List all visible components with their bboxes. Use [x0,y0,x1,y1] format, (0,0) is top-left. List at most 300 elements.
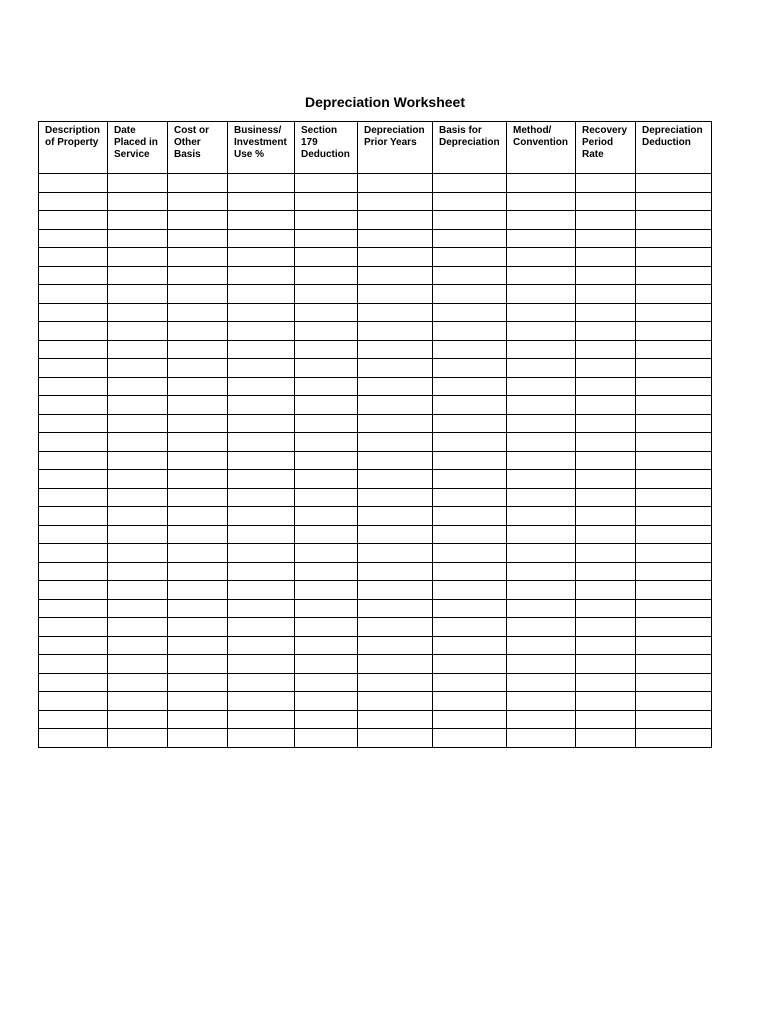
table-cell-business-investment-use[interactable] [228,174,295,193]
table-cell-recovery-period-rate[interactable] [576,303,636,322]
table-cell-method-convention[interactable] [507,340,576,359]
table-cell-recovery-period-rate[interactable] [576,266,636,285]
table-cell-depreciation-deduction[interactable] [636,359,712,378]
table-cell-section-179-deduction[interactable] [295,673,358,692]
table-cell-method-convention[interactable] [507,414,576,433]
table-cell-business-investment-use[interactable] [228,544,295,563]
table-cell-depreciation-prior-years[interactable] [358,266,433,285]
table-cell-date-placed-in-service[interactable] [108,525,168,544]
table-cell-section-179-deduction[interactable] [295,710,358,729]
table-cell-description-of-property[interactable] [39,211,108,230]
table-cell-description-of-property[interactable] [39,507,108,526]
table-cell-depreciation-prior-years[interactable] [358,710,433,729]
table-cell-business-investment-use[interactable] [228,377,295,396]
table-cell-section-179-deduction[interactable] [295,211,358,230]
table-cell-description-of-property[interactable] [39,544,108,563]
table-cell-depreciation-prior-years[interactable] [358,396,433,415]
table-cell-business-investment-use[interactable] [228,507,295,526]
table-cell-business-investment-use[interactable] [228,470,295,489]
table-cell-recovery-period-rate[interactable] [576,433,636,452]
table-cell-business-investment-use[interactable] [228,211,295,230]
table-cell-business-investment-use[interactable] [228,599,295,618]
table-cell-date-placed-in-service[interactable] [108,451,168,470]
table-cell-depreciation-deduction[interactable] [636,229,712,248]
table-cell-basis-for-depreciation[interactable] [433,470,507,489]
table-cell-recovery-period-rate[interactable] [576,359,636,378]
table-cell-date-placed-in-service[interactable] [108,303,168,322]
table-cell-method-convention[interactable] [507,266,576,285]
table-cell-date-placed-in-service[interactable] [108,710,168,729]
table-cell-depreciation-prior-years[interactable] [358,488,433,507]
table-cell-section-179-deduction[interactable] [295,192,358,211]
table-cell-basis-for-depreciation[interactable] [433,192,507,211]
table-cell-section-179-deduction[interactable] [295,525,358,544]
table-cell-cost-or-other-basis[interactable] [168,655,228,674]
table-cell-depreciation-prior-years[interactable] [358,525,433,544]
table-cell-description-of-property[interactable] [39,618,108,637]
table-cell-section-179-deduction[interactable] [295,396,358,415]
table-cell-basis-for-depreciation[interactable] [433,414,507,433]
table-cell-cost-or-other-basis[interactable] [168,451,228,470]
table-cell-method-convention[interactable] [507,525,576,544]
table-cell-method-convention[interactable] [507,581,576,600]
table-cell-basis-for-depreciation[interactable] [433,248,507,267]
table-cell-date-placed-in-service[interactable] [108,581,168,600]
table-cell-depreciation-prior-years[interactable] [358,692,433,711]
table-cell-description-of-property[interactable] [39,692,108,711]
table-cell-basis-for-depreciation[interactable] [433,174,507,193]
table-cell-section-179-deduction[interactable] [295,618,358,637]
table-cell-recovery-period-rate[interactable] [576,525,636,544]
table-cell-basis-for-depreciation[interactable] [433,673,507,692]
table-cell-date-placed-in-service[interactable] [108,655,168,674]
table-cell-description-of-property[interactable] [39,396,108,415]
table-cell-date-placed-in-service[interactable] [108,396,168,415]
table-cell-description-of-property[interactable] [39,285,108,304]
table-cell-recovery-period-rate[interactable] [576,229,636,248]
table-cell-section-179-deduction[interactable] [295,285,358,304]
table-cell-section-179-deduction[interactable] [295,655,358,674]
table-cell-method-convention[interactable] [507,451,576,470]
table-cell-date-placed-in-service[interactable] [108,285,168,304]
table-cell-recovery-period-rate[interactable] [576,248,636,267]
table-cell-basis-for-depreciation[interactable] [433,488,507,507]
table-cell-depreciation-prior-years[interactable] [358,211,433,230]
table-cell-method-convention[interactable] [507,192,576,211]
table-cell-cost-or-other-basis[interactable] [168,174,228,193]
table-cell-basis-for-depreciation[interactable] [433,396,507,415]
table-cell-section-179-deduction[interactable] [295,433,358,452]
table-cell-method-convention[interactable] [507,507,576,526]
table-cell-business-investment-use[interactable] [228,655,295,674]
table-cell-description-of-property[interactable] [39,451,108,470]
table-cell-description-of-property[interactable] [39,414,108,433]
table-cell-depreciation-prior-years[interactable] [358,174,433,193]
table-cell-recovery-period-rate[interactable] [576,211,636,230]
table-cell-recovery-period-rate[interactable] [576,414,636,433]
table-cell-date-placed-in-service[interactable] [108,322,168,341]
table-cell-date-placed-in-service[interactable] [108,729,168,748]
table-cell-date-placed-in-service[interactable] [108,673,168,692]
table-cell-depreciation-prior-years[interactable] [358,673,433,692]
table-cell-method-convention[interactable] [507,211,576,230]
table-cell-description-of-property[interactable] [39,322,108,341]
table-cell-business-investment-use[interactable] [228,618,295,637]
table-cell-depreciation-prior-years[interactable] [358,636,433,655]
table-cell-depreciation-prior-years[interactable] [358,729,433,748]
table-cell-method-convention[interactable] [507,599,576,618]
table-cell-depreciation-deduction[interactable] [636,451,712,470]
table-cell-depreciation-prior-years[interactable] [358,470,433,489]
table-cell-description-of-property[interactable] [39,229,108,248]
table-cell-description-of-property[interactable] [39,192,108,211]
table-cell-section-179-deduction[interactable] [295,729,358,748]
table-cell-description-of-property[interactable] [39,599,108,618]
table-cell-business-investment-use[interactable] [228,322,295,341]
table-cell-basis-for-depreciation[interactable] [433,544,507,563]
table-cell-cost-or-other-basis[interactable] [168,488,228,507]
table-cell-business-investment-use[interactable] [228,488,295,507]
table-cell-description-of-property[interactable] [39,433,108,452]
table-cell-cost-or-other-basis[interactable] [168,618,228,637]
table-cell-cost-or-other-basis[interactable] [168,377,228,396]
table-cell-date-placed-in-service[interactable] [108,599,168,618]
table-cell-description-of-property[interactable] [39,581,108,600]
table-cell-recovery-period-rate[interactable] [576,710,636,729]
table-cell-recovery-period-rate[interactable] [576,729,636,748]
table-cell-method-convention[interactable] [507,636,576,655]
table-cell-depreciation-deduction[interactable] [636,636,712,655]
table-cell-business-investment-use[interactable] [228,266,295,285]
table-cell-recovery-period-rate[interactable] [576,377,636,396]
table-cell-method-convention[interactable] [507,303,576,322]
table-cell-basis-for-depreciation[interactable] [433,655,507,674]
table-cell-business-investment-use[interactable] [228,340,295,359]
table-cell-description-of-property[interactable] [39,340,108,359]
table-cell-section-179-deduction[interactable] [295,451,358,470]
table-cell-section-179-deduction[interactable] [295,599,358,618]
table-cell-depreciation-deduction[interactable] [636,544,712,563]
table-cell-recovery-period-rate[interactable] [576,618,636,637]
table-cell-description-of-property[interactable] [39,525,108,544]
table-cell-recovery-period-rate[interactable] [576,192,636,211]
table-cell-section-179-deduction[interactable] [295,359,358,378]
table-cell-depreciation-deduction[interactable] [636,322,712,341]
table-cell-depreciation-prior-years[interactable] [358,359,433,378]
table-cell-depreciation-deduction[interactable] [636,729,712,748]
table-cell-date-placed-in-service[interactable] [108,618,168,637]
table-cell-description-of-property[interactable] [39,729,108,748]
table-cell-description-of-property[interactable] [39,248,108,267]
table-cell-description-of-property[interactable] [39,359,108,378]
table-cell-depreciation-deduction[interactable] [636,303,712,322]
table-cell-depreciation-prior-years[interactable] [358,248,433,267]
table-cell-method-convention[interactable] [507,562,576,581]
table-cell-recovery-period-rate[interactable] [576,562,636,581]
table-cell-depreciation-deduction[interactable] [636,248,712,267]
table-cell-business-investment-use[interactable] [228,562,295,581]
table-cell-date-placed-in-service[interactable] [108,507,168,526]
table-cell-description-of-property[interactable] [39,710,108,729]
table-cell-cost-or-other-basis[interactable] [168,414,228,433]
table-cell-depreciation-deduction[interactable] [636,433,712,452]
table-cell-basis-for-depreciation[interactable] [433,451,507,470]
table-cell-basis-for-depreciation[interactable] [433,525,507,544]
table-cell-recovery-period-rate[interactable] [576,636,636,655]
table-cell-business-investment-use[interactable] [228,729,295,748]
table-cell-depreciation-deduction[interactable] [636,673,712,692]
table-cell-section-179-deduction[interactable] [295,340,358,359]
table-cell-basis-for-depreciation[interactable] [433,229,507,248]
table-cell-depreciation-deduction[interactable] [636,266,712,285]
table-cell-method-convention[interactable] [507,618,576,637]
table-cell-basis-for-depreciation[interactable] [433,211,507,230]
table-cell-method-convention[interactable] [507,229,576,248]
table-cell-depreciation-prior-years[interactable] [358,285,433,304]
table-cell-method-convention[interactable] [507,377,576,396]
table-cell-basis-for-depreciation[interactable] [433,618,507,637]
table-cell-cost-or-other-basis[interactable] [168,192,228,211]
table-cell-business-investment-use[interactable] [228,359,295,378]
table-cell-date-placed-in-service[interactable] [108,414,168,433]
table-cell-date-placed-in-service[interactable] [108,562,168,581]
table-cell-recovery-period-rate[interactable] [576,340,636,359]
table-cell-depreciation-deduction[interactable] [636,488,712,507]
table-cell-cost-or-other-basis[interactable] [168,359,228,378]
table-cell-depreciation-deduction[interactable] [636,396,712,415]
table-cell-cost-or-other-basis[interactable] [168,396,228,415]
table-cell-depreciation-prior-years[interactable] [358,229,433,248]
table-cell-cost-or-other-basis[interactable] [168,673,228,692]
table-cell-business-investment-use[interactable] [228,692,295,711]
table-cell-depreciation-deduction[interactable] [636,581,712,600]
table-cell-basis-for-depreciation[interactable] [433,599,507,618]
table-cell-date-placed-in-service[interactable] [108,174,168,193]
table-cell-depreciation-prior-years[interactable] [358,322,433,341]
table-cell-depreciation-deduction[interactable] [636,192,712,211]
table-cell-business-investment-use[interactable] [228,451,295,470]
table-cell-method-convention[interactable] [507,729,576,748]
table-cell-description-of-property[interactable] [39,303,108,322]
table-cell-section-179-deduction[interactable] [295,562,358,581]
table-cell-recovery-period-rate[interactable] [576,285,636,304]
table-cell-date-placed-in-service[interactable] [108,470,168,489]
table-cell-basis-for-depreciation[interactable] [433,636,507,655]
table-cell-depreciation-prior-years[interactable] [358,377,433,396]
table-cell-depreciation-deduction[interactable] [636,525,712,544]
table-cell-cost-or-other-basis[interactable] [168,229,228,248]
table-cell-section-179-deduction[interactable] [295,248,358,267]
table-cell-cost-or-other-basis[interactable] [168,340,228,359]
table-cell-section-179-deduction[interactable] [295,507,358,526]
table-cell-depreciation-deduction[interactable] [636,710,712,729]
table-cell-cost-or-other-basis[interactable] [168,692,228,711]
table-cell-basis-for-depreciation[interactable] [433,562,507,581]
table-cell-method-convention[interactable] [507,655,576,674]
table-cell-basis-for-depreciation[interactable] [433,266,507,285]
table-cell-depreciation-prior-years[interactable] [358,581,433,600]
table-cell-depreciation-deduction[interactable] [636,340,712,359]
table-cell-business-investment-use[interactable] [228,229,295,248]
table-cell-basis-for-depreciation[interactable] [433,692,507,711]
table-cell-cost-or-other-basis[interactable] [168,248,228,267]
table-cell-cost-or-other-basis[interactable] [168,285,228,304]
table-cell-description-of-property[interactable] [39,488,108,507]
table-cell-cost-or-other-basis[interactable] [168,211,228,230]
table-cell-method-convention[interactable] [507,396,576,415]
table-cell-cost-or-other-basis[interactable] [168,636,228,655]
table-cell-section-179-deduction[interactable] [295,581,358,600]
table-cell-cost-or-other-basis[interactable] [168,599,228,618]
table-cell-basis-for-depreciation[interactable] [433,303,507,322]
table-cell-section-179-deduction[interactable] [295,174,358,193]
table-cell-recovery-period-rate[interactable] [576,655,636,674]
table-cell-section-179-deduction[interactable] [295,266,358,285]
table-cell-date-placed-in-service[interactable] [108,544,168,563]
table-cell-method-convention[interactable] [507,673,576,692]
table-cell-depreciation-deduction[interactable] [636,692,712,711]
table-cell-depreciation-deduction[interactable] [636,414,712,433]
table-cell-basis-for-depreciation[interactable] [433,340,507,359]
table-cell-description-of-property[interactable] [39,174,108,193]
table-cell-basis-for-depreciation[interactable] [433,433,507,452]
table-cell-business-investment-use[interactable] [228,248,295,267]
table-cell-method-convention[interactable] [507,359,576,378]
table-cell-date-placed-in-service[interactable] [108,192,168,211]
table-cell-depreciation-deduction[interactable] [636,655,712,674]
table-cell-section-179-deduction[interactable] [295,322,358,341]
table-cell-depreciation-prior-years[interactable] [358,192,433,211]
table-cell-date-placed-in-service[interactable] [108,211,168,230]
table-cell-recovery-period-rate[interactable] [576,174,636,193]
table-cell-date-placed-in-service[interactable] [108,636,168,655]
table-cell-method-convention[interactable] [507,285,576,304]
table-cell-business-investment-use[interactable] [228,285,295,304]
table-cell-cost-or-other-basis[interactable] [168,322,228,341]
table-cell-cost-or-other-basis[interactable] [168,266,228,285]
table-cell-cost-or-other-basis[interactable] [168,581,228,600]
table-cell-recovery-period-rate[interactable] [576,488,636,507]
table-cell-depreciation-deduction[interactable] [636,211,712,230]
table-cell-basis-for-depreciation[interactable] [433,285,507,304]
table-cell-cost-or-other-basis[interactable] [168,544,228,563]
table-cell-basis-for-depreciation[interactable] [433,377,507,396]
table-cell-depreciation-deduction[interactable] [636,377,712,396]
table-cell-business-investment-use[interactable] [228,303,295,322]
table-cell-depreciation-prior-years[interactable] [358,507,433,526]
table-cell-depreciation-deduction[interactable] [636,470,712,489]
table-cell-cost-or-other-basis[interactable] [168,525,228,544]
table-cell-business-investment-use[interactable] [228,636,295,655]
table-cell-description-of-property[interactable] [39,655,108,674]
table-cell-section-179-deduction[interactable] [295,544,358,563]
table-cell-depreciation-deduction[interactable] [636,618,712,637]
table-cell-method-convention[interactable] [507,544,576,563]
table-cell-depreciation-prior-years[interactable] [358,544,433,563]
table-cell-section-179-deduction[interactable] [295,470,358,489]
table-cell-date-placed-in-service[interactable] [108,359,168,378]
table-cell-date-placed-in-service[interactable] [108,377,168,396]
table-cell-section-179-deduction[interactable] [295,229,358,248]
table-cell-cost-or-other-basis[interactable] [168,710,228,729]
table-cell-depreciation-prior-years[interactable] [358,618,433,637]
table-cell-cost-or-other-basis[interactable] [168,433,228,452]
table-cell-depreciation-deduction[interactable] [636,507,712,526]
table-cell-description-of-property[interactable] [39,673,108,692]
table-cell-method-convention[interactable] [507,174,576,193]
table-cell-business-investment-use[interactable] [228,433,295,452]
table-cell-basis-for-depreciation[interactable] [433,322,507,341]
table-cell-business-investment-use[interactable] [228,581,295,600]
table-cell-date-placed-in-service[interactable] [108,266,168,285]
table-cell-basis-for-depreciation[interactable] [433,359,507,378]
table-cell-cost-or-other-basis[interactable] [168,729,228,748]
table-cell-depreciation-prior-years[interactable] [358,340,433,359]
table-cell-recovery-period-rate[interactable] [576,599,636,618]
table-cell-business-investment-use[interactable] [228,192,295,211]
table-cell-description-of-property[interactable] [39,377,108,396]
table-cell-method-convention[interactable] [507,248,576,267]
table-cell-business-investment-use[interactable] [228,710,295,729]
table-cell-depreciation-prior-years[interactable] [358,433,433,452]
table-cell-description-of-property[interactable] [39,470,108,489]
table-cell-date-placed-in-service[interactable] [108,229,168,248]
table-cell-date-placed-in-service[interactable] [108,340,168,359]
table-cell-recovery-period-rate[interactable] [576,581,636,600]
table-cell-date-placed-in-service[interactable] [108,488,168,507]
table-cell-section-179-deduction[interactable] [295,692,358,711]
table-cell-recovery-period-rate[interactable] [576,692,636,711]
table-cell-date-placed-in-service[interactable] [108,248,168,267]
table-cell-business-investment-use[interactable] [228,396,295,415]
table-cell-depreciation-prior-years[interactable] [358,303,433,322]
table-cell-cost-or-other-basis[interactable] [168,470,228,489]
table-cell-depreciation-deduction[interactable] [636,562,712,581]
table-cell-cost-or-other-basis[interactable] [168,303,228,322]
table-cell-method-convention[interactable] [507,710,576,729]
table-cell-basis-for-depreciation[interactable] [433,507,507,526]
table-cell-description-of-property[interactable] [39,266,108,285]
table-cell-section-179-deduction[interactable] [295,636,358,655]
table-cell-section-179-deduction[interactable] [295,414,358,433]
table-cell-depreciation-prior-years[interactable] [358,414,433,433]
table-cell-date-placed-in-service[interactable] [108,433,168,452]
table-cell-method-convention[interactable] [507,322,576,341]
table-cell-recovery-period-rate[interactable] [576,544,636,563]
table-cell-description-of-property[interactable] [39,562,108,581]
table-cell-cost-or-other-basis[interactable] [168,507,228,526]
table-cell-section-179-deduction[interactable] [295,377,358,396]
table-cell-date-placed-in-service[interactable] [108,692,168,711]
table-cell-depreciation-prior-years[interactable] [358,562,433,581]
table-cell-method-convention[interactable] [507,488,576,507]
table-cell-recovery-period-rate[interactable] [576,322,636,341]
table-cell-business-investment-use[interactable] [228,673,295,692]
table-cell-section-179-deduction[interactable] [295,303,358,322]
table-cell-depreciation-deduction[interactable] [636,174,712,193]
table-cell-recovery-period-rate[interactable] [576,470,636,489]
table-cell-method-convention[interactable] [507,433,576,452]
table-cell-recovery-period-rate[interactable] [576,673,636,692]
table-cell-method-convention[interactable] [507,470,576,489]
table-cell-basis-for-depreciation[interactable] [433,710,507,729]
table-cell-basis-for-depreciation[interactable] [433,729,507,748]
table-cell-depreciation-prior-years[interactable] [358,655,433,674]
table-cell-description-of-property[interactable] [39,636,108,655]
table-cell-depreciation-prior-years[interactable] [358,451,433,470]
table-cell-basis-for-depreciation[interactable] [433,581,507,600]
table-cell-recovery-period-rate[interactable] [576,451,636,470]
